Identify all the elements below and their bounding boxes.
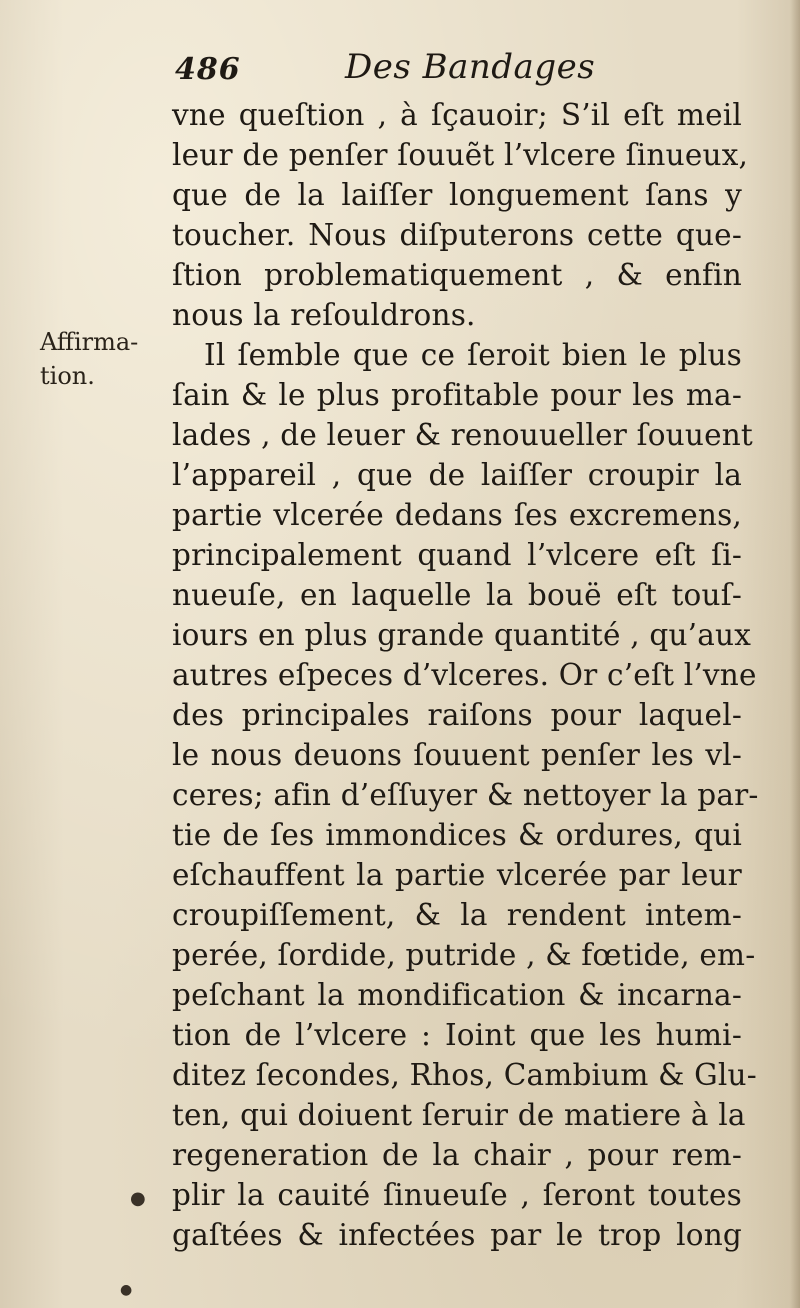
text-line: regeneration de la chair , pour rem- — [172, 1138, 742, 1172]
text-line: croupiſſement, & la rendent intem- — [172, 898, 742, 932]
text-line: tie de ſes immondices & ordures, qui — [172, 818, 742, 852]
text-line: nueuſe, en laquelle la bouë eſt touſ- — [172, 578, 742, 612]
ink-speck: ● — [120, 1282, 133, 1298]
text-line: plir la cauité ſinueuſe , ſeront toutes — [172, 1178, 742, 1212]
page-number: 486 — [175, 52, 241, 87]
text-line: autres eſpeces d’vlceres. Or c’eſt l’vne — [172, 658, 757, 692]
text-line: perée, ſordide, putride , & fœtide, em- — [172, 938, 756, 972]
text-line: vne queſtion , à ſçauoir; S’il eſt meil — [172, 98, 742, 132]
text-line: Il ſemble que ce ſeroit bien le plus — [204, 338, 742, 372]
text-line: leur de penſer ſouuẽt l’vlcere ſinueux, — [172, 138, 749, 172]
margin-note-line: Affirma- — [40, 328, 139, 356]
running-title: Des Bandages — [345, 47, 596, 87]
text-line: toucher. Nous diſputerons cette que- — [172, 218, 742, 252]
body-text — [172, 95, 759, 1255]
text-line: le nous deuons ſouuent penſer les vl- — [172, 738, 742, 772]
ink-speck: ● — [130, 1188, 146, 1209]
text-line: tion de l’vlcere : Ioint que les humi- — [172, 1018, 742, 1052]
margin-note — [40, 325, 150, 393]
text-line: nous la reſouldrons. — [172, 298, 476, 332]
text-line: ten, qui doiuent ſeruir de matiere à la — [172, 1098, 746, 1132]
text-line: lades , de leuer & renouueller ſouuent — [172, 418, 753, 452]
page-edge-shadow — [790, 0, 800, 1308]
text-line: que de la laiſſer longuement ſans y — [172, 178, 742, 212]
text-line: ceres; afin d’eſſuyer & nettoyer la par- — [172, 778, 759, 812]
text-line: partie vlcerée dedans ſes excremens, — [172, 498, 742, 532]
text-line: principalement quand l’vlcere eſt ſi- — [172, 538, 742, 572]
text-line: l’appareil , que de laiſſer croupir la — [172, 458, 742, 492]
text-line: peſchant la mondification & incarna- — [172, 978, 742, 1012]
text-line: eſchauffent la partie vlcerée par leur — [172, 858, 742, 892]
margin-note-line: tion. — [40, 362, 95, 390]
text-line: ditez ſecondes, Rhos, Cambium & Glu- — [172, 1058, 757, 1092]
text-line: iours en plus grande quantité , qu’aux — [172, 618, 752, 652]
text-line: ſain & le plus profitable pour les ma- — [172, 378, 742, 412]
text-line: des principales raiſons pour laquel- — [172, 698, 742, 732]
text-line: gaſtées & infectées par le trop long — [172, 1218, 742, 1252]
text-line: ſtion problematiquement , & enfin — [172, 258, 742, 292]
